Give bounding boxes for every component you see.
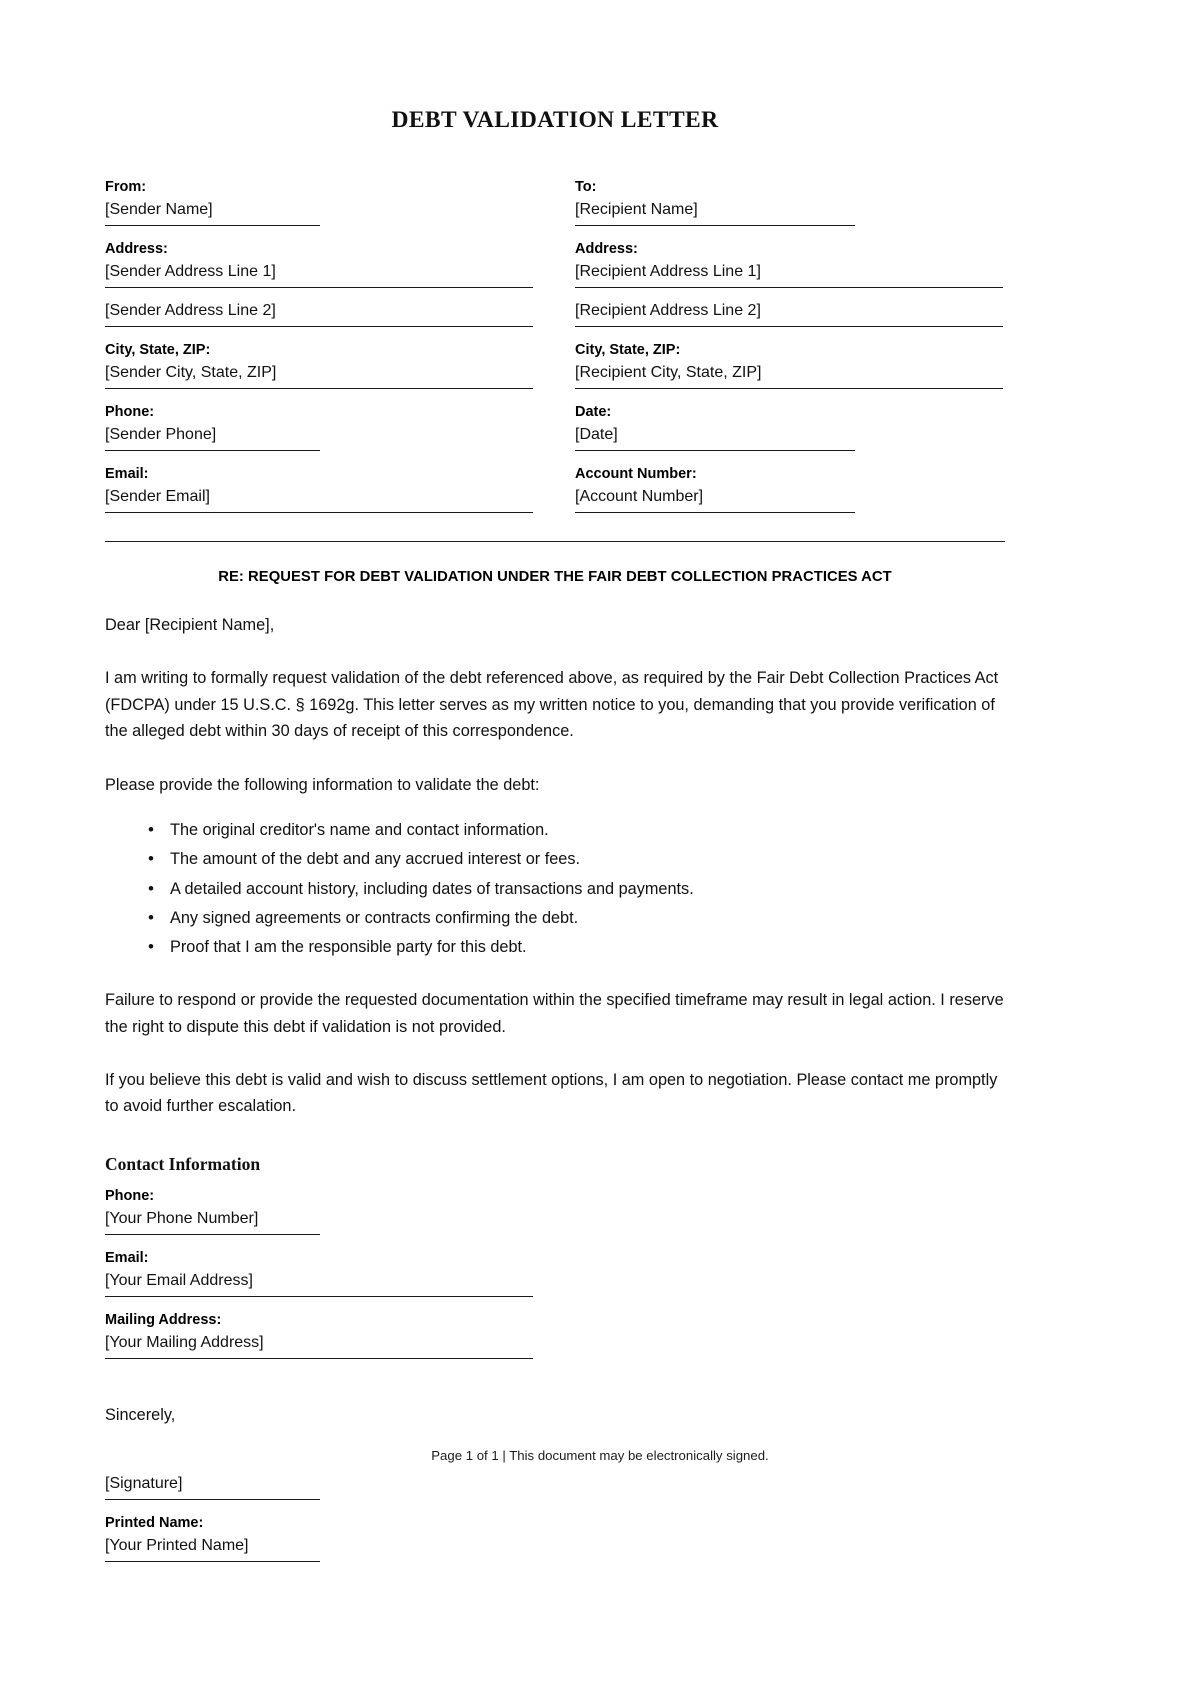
sender-column <box>105 164 535 513</box>
printed-name-input[interactable]: [Your Printed Name] <box>105 1534 320 1562</box>
re-subject-line: RE: REQUEST FOR DEBT VALIDATION UNDER THE FAIR DEBT COLLECTION PRACTICES ACT <box>218 569 892 586</box>
sender-city-state-zip-field <box>105 340 535 389</box>
document-body <box>105 0 1005 1562</box>
paragraph-settlement: If you believe this debt is valid and wish to discuss settlement options, I am open to negotiation. Please contact me promptly to avoid further escalation. <box>105 1071 998 1116</box>
requested-items-list <box>105 818 1005 960</box>
recipient-name-field <box>575 177 1005 226</box>
sender-city-state-zip-input[interactable]: [Sender City, State, ZIP] <box>105 361 533 389</box>
recipient-address-label: Address: <box>575 241 638 258</box>
recipient-date-field <box>575 402 1005 451</box>
recipient-address-line2-field <box>575 299 1005 327</box>
recipient-account-number-label: Account Number: <box>575 466 697 483</box>
contact-email-label: Email: <box>105 1249 149 1266</box>
sign-off: Sincerely, <box>105 1405 176 1424</box>
recipient-address-line1-input[interactable]: [Recipient Address Line 1] <box>575 260 1003 288</box>
list-item: • The amount of the debt and any accrued interest or fees. <box>148 847 1005 872</box>
page-title: DEBT VALIDATION LETTER <box>391 107 719 133</box>
sender-name-input[interactable]: [Sender Name] <box>105 198 320 226</box>
sender-city-state-zip-label: City, State, ZIP: <box>105 342 211 359</box>
contact-email-field <box>105 1248 1005 1297</box>
signature-field <box>105 1472 1005 1500</box>
recipient-city-state-zip-field <box>575 340 1005 389</box>
paragraph-request: I am writing to formally request validation of the debt referenced above, as required by the Fair Debt Collection Practices Act (FDCPA) under 15 U.S.C. § 1692g. This letter serves as my written notice to you, demanding that you provide verification of the alleged debt within 30 days of receipt of this correspondence. <box>105 669 999 741</box>
contact-information-heading: Contact Information <box>105 1153 261 1174</box>
sender-address-line2-field <box>105 299 535 327</box>
contact-phone-field <box>105 1186 1005 1235</box>
sender-address-line1-input[interactable]: [Sender Address Line 1] <box>105 260 533 288</box>
contact-mailing-address-input[interactable]: [Your Mailing Address] <box>105 1331 533 1359</box>
recipient-account-number-field <box>575 464 1005 513</box>
sender-phone-input[interactable]: [Sender Phone] <box>105 423 320 451</box>
recipient-date-input[interactable]: [Date] <box>575 423 855 451</box>
sender-email-input[interactable]: [Sender Email] <box>105 485 533 513</box>
sender-address-line2-input[interactable]: [Sender Address Line 2] <box>105 299 533 327</box>
sender-from-label: From: <box>105 179 147 195</box>
contact-email-input[interactable]: [Your Email Address] <box>105 1269 533 1297</box>
printed-name-label: Printed Name: <box>105 1514 204 1531</box>
list-item: • Proof that I am the responsible party for this debt. <box>148 935 1005 960</box>
contact-information-block <box>105 1186 1005 1359</box>
signature-input[interactable]: [Signature] <box>105 1472 320 1500</box>
sender-email-field <box>105 464 535 513</box>
contact-mailing-address-field <box>105 1310 1005 1359</box>
recipient-address-line2-input[interactable]: [Recipient Address Line 2] <box>575 299 1003 327</box>
recipient-address-spacer <box>575 288 1005 299</box>
contact-phone-label: Phone: <box>105 1187 155 1204</box>
sender-address-field <box>105 239 535 288</box>
recipient-date-label: Date: <box>575 404 612 421</box>
recipient-address-field <box>575 239 1005 288</box>
paragraph-list-intro: Please provide the following information to validate the debt: <box>105 775 540 794</box>
sender-phone-label: Phone: <box>105 404 155 421</box>
list-item: • Any signed agreements or contracts confirming the debt. <box>148 906 1005 931</box>
recipient-to-label: To: <box>575 179 597 195</box>
sender-email-label: Email: <box>105 466 149 483</box>
recipient-city-state-zip-label: City, State, ZIP: <box>575 342 681 359</box>
list-item: • The original creditor's name and contact information. <box>148 818 1005 843</box>
printed-name-field <box>105 1513 1005 1562</box>
recipient-account-number-input[interactable]: [Account Number] <box>575 485 855 513</box>
sender-address-spacer <box>105 288 535 299</box>
contact-mailing-address-label: Mailing Address: <box>105 1311 222 1328</box>
contact-phone-input[interactable]: [Your Phone Number] <box>105 1207 320 1235</box>
recipient-name-input[interactable]: [Recipient Name] <box>575 198 855 226</box>
recipient-column <box>575 164 1005 513</box>
sender-name-field <box>105 177 535 226</box>
list-item: • A detailed account history, including dates of transactions and payments. <box>148 877 1005 902</box>
sender-address-label: Address: <box>105 241 168 258</box>
sender-phone-field <box>105 402 535 451</box>
section-divider <box>105 541 1005 542</box>
recipient-city-state-zip-input[interactable]: [Recipient City, State, ZIP] <box>575 361 1003 389</box>
paragraph-failure-notice: Failure to respond or provide the requested documentation within the specified timeframe may result in legal action. I reserve the right to dispute this debt if validation is not provided. <box>105 991 1004 1036</box>
page-footer: Page 1 of 1 | This document may be electronically signed. <box>431 1448 769 1463</box>
salutation: Dear [Recipient Name], <box>105 616 275 635</box>
parties-block <box>105 164 1005 513</box>
